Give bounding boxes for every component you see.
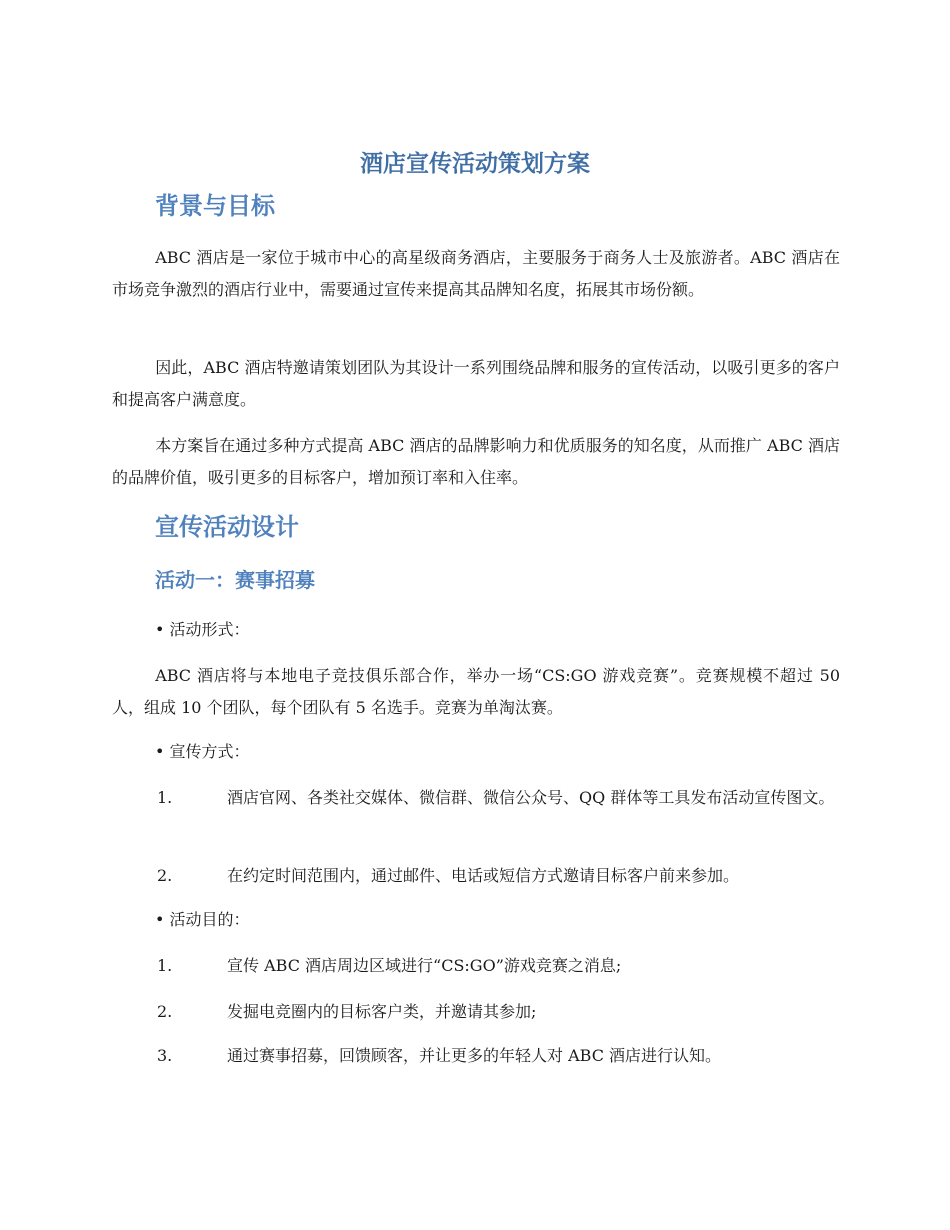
paragraph-background-1: ABC 酒店是一家位于城市中心的高星级商务酒店，主要服务于商务人士及旅游者。ABC 酒店在市场竞争激烈的酒店行业中，需要通过宣传来提高其品牌知名度，拓展其市场份额。 <box>112 248 840 299</box>
list-text: 发掘电竞圈内的目标客户类，并邀请其参加; <box>227 1002 537 1021</box>
list-number: 1. <box>157 788 173 807</box>
list-text: 在约定时间范围内，通过邮件、电话或短信方式邀请目标客户前来参加。 <box>227 866 740 885</box>
list-text: 通过赛事招募，回馈顾客，并让更多的年轻人对 ABC 酒店进行认知。 <box>227 1046 722 1065</box>
label-activity-form: • 活动形式： <box>155 620 250 639</box>
list-number: 2. <box>157 866 173 885</box>
paragraph-activity-form: ABC 酒店将与本地电子竞技俱乐部合作，举办一场“CS:GO 游戏竞赛”。竞赛规模不超过 50 人，组成 10 个团队，每个团队有 5 名选手。竞赛为单淘汰赛。 <box>112 666 840 717</box>
promo-item-2 <box>112 860 840 892</box>
document-title: 酒店宣传活动策划方案 <box>360 151 590 177</box>
heading-activity-1: 活动一：赛事招募 <box>155 568 315 592</box>
list-number: 3. <box>157 1046 173 1065</box>
paragraph-background-3: 本方案旨在通过多种方式提高 ABC 酒店的品牌影响力和优质服务的知名度，从而推广 ABC 酒店的品牌价值，吸引更多的目标客户，增加预订率和入住率。 <box>112 436 840 487</box>
paragraph-background-2: 因此，ABC 酒店特邀请策划团队为其设计一系列围绕品牌和服务的宣传活动，以吸引更多的客户和提高客户满意度。 <box>112 358 840 409</box>
list-number: 2. <box>157 1002 173 1021</box>
goal-item-3 <box>112 1040 840 1072</box>
label-activity-goal: • 活动目的： <box>155 910 250 929</box>
label-promo-method: • 宣传方式： <box>155 742 250 761</box>
heading-background: 背景与目标 <box>155 192 275 220</box>
heading-design: 宣传活动设计 <box>155 513 299 541</box>
goal-item-2 <box>112 996 840 1028</box>
goal-item-1 <box>112 950 840 982</box>
list-number: 1. <box>157 956 173 975</box>
promo-item-1 <box>112 782 840 814</box>
list-text: 宣传 ABC 酒店周边区域进行“CS:GO”游戏竞赛之消息; <box>227 956 622 975</box>
list-text: 酒店官网、各类社交媒体、微信群、微信公众号、QQ 群体等工具发布活动宣传图文。 <box>227 788 835 807</box>
